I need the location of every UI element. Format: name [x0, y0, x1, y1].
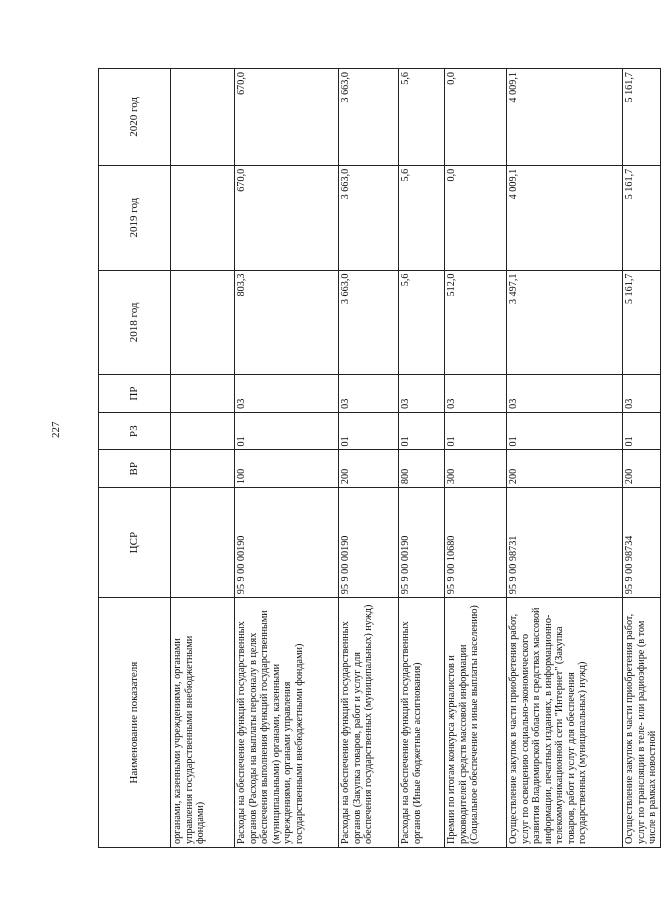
cell-name: органами, казенными учреждениями, органами управления государственными внебюджетными фондами) [171, 598, 235, 848]
cell-rz: 01 [399, 412, 445, 450]
cell-csr: 95 9 00 10680 [445, 488, 507, 598]
cell-name: Премии по итогам конкурса журналистов и руководителей средств массовой информации (Социальное обеспечение и иные выплаты населению) [445, 598, 507, 848]
cell-vr: 200 [339, 450, 399, 488]
cell-pr [171, 375, 235, 413]
header-name: Наименование показателя [99, 598, 171, 848]
cell-2018: 803,3 [235, 270, 339, 375]
cell-vr: 200 [623, 450, 661, 488]
cell-name: Осуществление закупок в части приобретения работ, услуг по освещению социально-экономического развития Владимирской области в средствах массовой информации, печатных изданиях, в информационно-телекоммуникационной сети "Интернет" (Закупка товаров, работ и услуг для обеспечения государственных (муниципальных) нужд) [507, 598, 623, 848]
cell-csr: 95 9 00 98731 [507, 488, 623, 598]
header-2018: 2018 год [99, 270, 171, 375]
table-row [507, 69, 623, 848]
cell-2019: 3 663,0 [339, 165, 399, 270]
cell-vr: 800 [399, 450, 445, 488]
header-2020: 2020 год [99, 69, 171, 166]
cell-csr: 95 9 00 98734 [623, 488, 661, 598]
table-header-row [99, 69, 171, 848]
cell-2020: 5,6 [399, 69, 445, 166]
cell-2020: 4 009,1 [507, 69, 623, 166]
cell-pr: 03 [399, 375, 445, 413]
cell-rz: 01 [235, 412, 339, 450]
budget-table [98, 68, 661, 848]
cell-2018: 3 497,1 [507, 270, 623, 375]
cell-csr: 95 9 00 00190 [235, 488, 339, 598]
table-row [235, 69, 339, 848]
cell-csr: 95 9 00 00190 [399, 488, 445, 598]
table-row [339, 69, 399, 848]
cell-2019: 4 009,1 [507, 165, 623, 270]
cell-name: Расходы на обеспечение функций государственных органов (Иные бюджетные ассигнования) [399, 598, 445, 848]
cell-rz: 01 [623, 412, 661, 450]
cell-name: Расходы на обеспечение функций государственных органов (Расходы на выплаты персоналу в целях обеспечения выполнения функций государственными (муниципальными) органами, казенными учреждениями, органами управления государственными внебюджетными фондами) [235, 598, 339, 848]
cell-2020: 670,0 [235, 69, 339, 166]
header-2019: 2019 год [99, 165, 171, 270]
cell-2019: 5 161,7 [623, 165, 661, 270]
cell-name: Осуществление закупок в части приобретения работ, услуг по трансляции в теле- или радиоэфире (в том числе в рамках новостной [623, 598, 661, 848]
cell-pr: 03 [339, 375, 399, 413]
cell-rz [171, 412, 235, 450]
header-vr: ВР [99, 450, 171, 488]
table-row [399, 69, 445, 848]
cell-pr: 03 [507, 375, 623, 413]
cell-2018: 3 663,0 [339, 270, 399, 375]
table-row [445, 69, 507, 848]
table-row [171, 69, 235, 848]
header-rz: РЗ [99, 412, 171, 450]
cell-csr: 95 9 00 00190 [339, 488, 399, 598]
cell-vr [171, 450, 235, 488]
cell-vr: 300 [445, 450, 507, 488]
cell-rz: 01 [507, 412, 623, 450]
cell-2019: 670,0 [235, 165, 339, 270]
cell-2019: 5,6 [399, 165, 445, 270]
cell-vr: 200 [507, 450, 623, 488]
cell-2020: 5 161,7 [623, 69, 661, 166]
cell-2020: 3 663,0 [339, 69, 399, 166]
cell-pr: 03 [235, 375, 339, 413]
cell-2019: 0,0 [445, 165, 507, 270]
header-pr: ПР [99, 375, 171, 413]
cell-2020 [171, 69, 235, 166]
table-row [623, 69, 661, 848]
header-csr: ЦСР [99, 488, 171, 598]
cell-rz: 01 [445, 412, 507, 450]
page-number: 227 [50, 421, 62, 438]
budget-table-rotated [98, 68, 659, 848]
cell-2018 [171, 270, 235, 375]
cell-pr: 03 [445, 375, 507, 413]
cell-rz: 01 [339, 412, 399, 450]
cell-pr: 03 [623, 375, 661, 413]
cell-2018: 5,6 [399, 270, 445, 375]
cell-vr: 100 [235, 450, 339, 488]
cell-2018: 512,0 [445, 270, 507, 375]
cell-2018: 5 161,7 [623, 270, 661, 375]
cell-2020: 0,0 [445, 69, 507, 166]
cell-csr [171, 488, 235, 598]
cell-2019 [171, 165, 235, 270]
cell-name: Расходы на обеспечение функций государственных органов (Закупка товаров, работ и услуг для обеспечения государственных (муниципальных) нужд) [339, 598, 399, 848]
